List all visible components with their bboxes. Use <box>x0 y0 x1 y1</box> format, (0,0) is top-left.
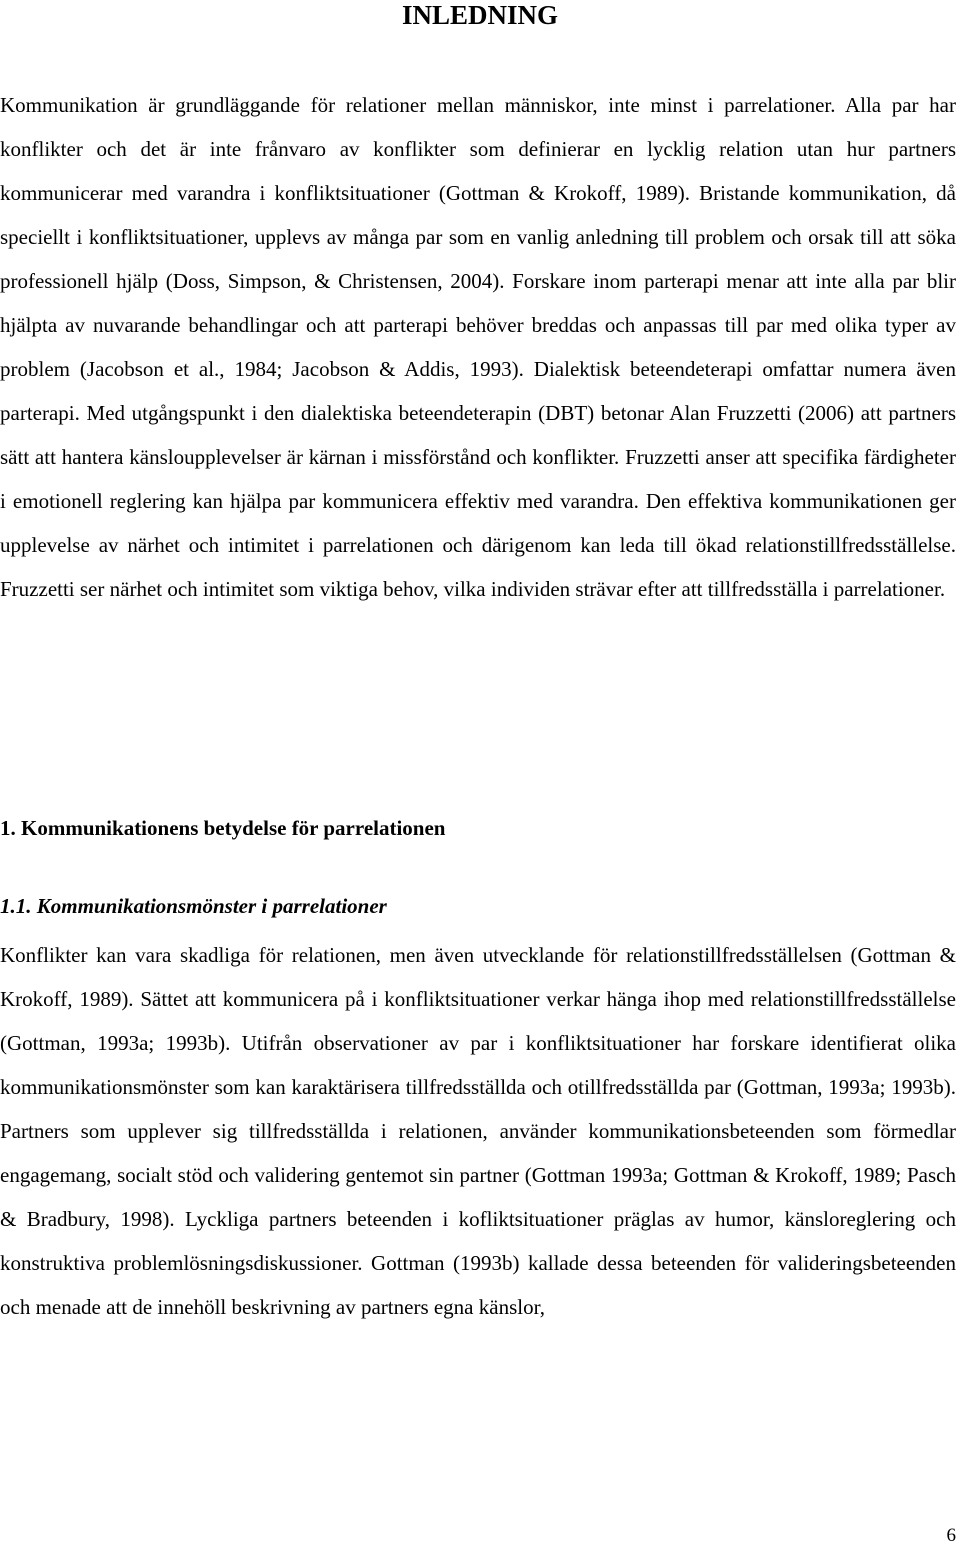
page-title: INLEDNING <box>401 0 559 30</box>
section-heading: 1. Kommunikationens betydelse för parrelationen <box>0 816 446 840</box>
subsection-heading: 1.1. Kommunikationsmönster i parrelationer <box>0 894 387 918</box>
body-paragraph: Konflikter kan vara skadliga för relationen, men även utvecklande för relationstillfredsställelsen (Gottman & Krokoff, 1989). Sättet att kommunicera på i konfliktsituationer verkar hänga ihop med relationstillfredsställelse (Gottman, 1993a; 1993b). Utifrån observationer av par i konfliktsituationer har forskare identifierat olika kommunikationsmönster som kan karaktärisera tillfredsställda och otillfredsställda par (Gottman, 1993a; 1993b). Partners som upplever sig tillfredsställda i relationen, använder kommunikationsbeteenden som förmedlar engagemang, socialt stöd och validering gentemot sin partner (Gottman 1993a; Gottman & Krokoff, 1989; Pasch & Bradbury, 1998). Lyckliga partners beteenden i kofliktsituationer präglas av humor, känsloreglering och konstruktiva problemlösningsdiskussioner. Gottman (1993b) kallade dessa beteenden för valideringsbeteenden och menade att de innehöll beskrivning av partners egna känslor, <box>0 943 956 1319</box>
page-number: 6 <box>946 1525 956 1546</box>
intro-paragraph: Kommunikation är grundläggande för relationer mellan människor, inte minst i parrelationer. Alla par har konflikter och det är inte frånvaro av konflikter som definierar en lycklig relation utan hur partners kommunicerar med varandra i konfliktsituationer (Gottman & Krokoff, 1989). Bristande kommunikation, då speciellt i konfliktsituationer, upplevs av många par som en vanlig anledning till problem och orsak till att söka professionell hjälp (Doss, Simpson, & Christensen, 2004). Forskare inom parterapi menar att inte alla par blir hjälpta av nuvarande behandlingar och att parterapi behöver breddas och anpassas till par med olika typer av problem (Jacobson et al., 1984; Jacobson & Addis, 1993). Dialektisk beteendeterapi omfattar numera även parterapi. Med utgångspunkt i den dialektiska beteendeterapin (DBT) betonar Alan Fruzzetti (2006) att partners sätt att hantera känsloupplevelser är kärnan i missförstånd och konflikter. Fruzzetti anser att specifika färdigheter i emotionell reglering kan hjälpa par kommunicera effektiv med varandra. Den effektiva kommunikationen ger upplevelse av närhet och intimitet i parrelationen och därigenom kan leda till ökad relationstillfredsställelse. Fruzzetti ser närhet och intimitet som viktiga behov, vilka individen strävar efter att tillfredsställa i parrelationer. <box>0 93 956 601</box>
